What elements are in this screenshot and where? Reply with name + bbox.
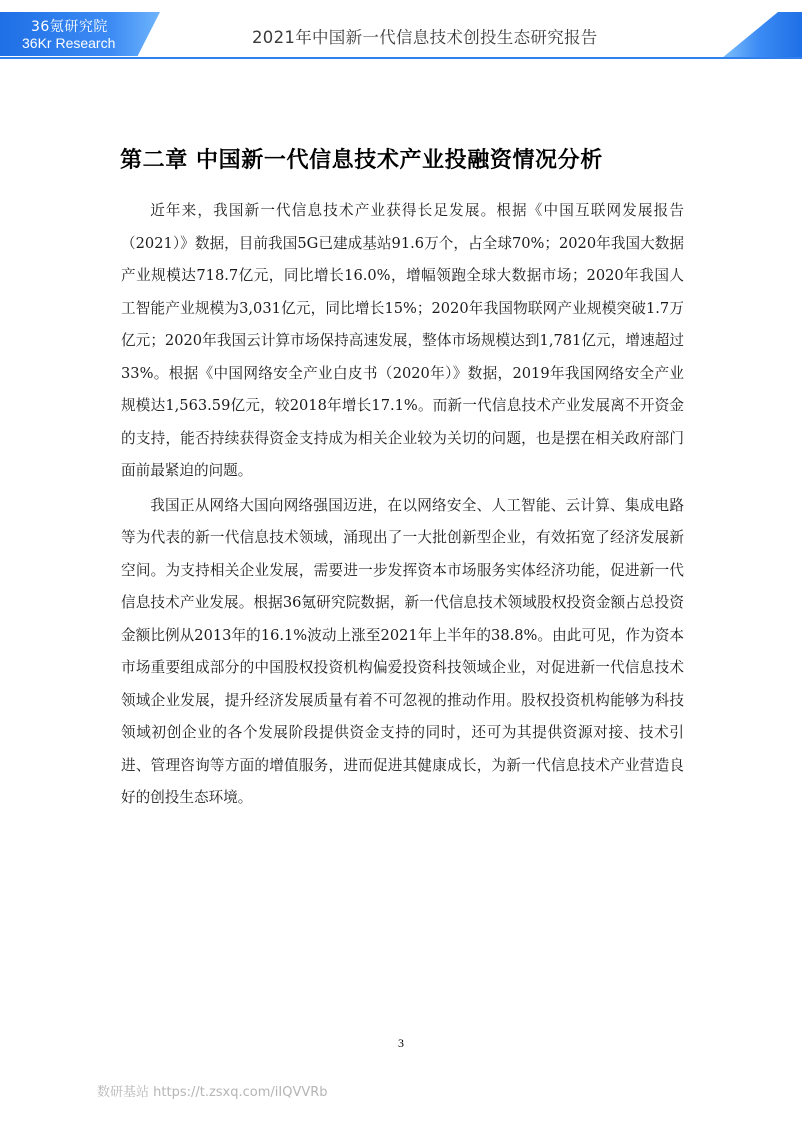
- paragraph-2: 我国正从网络大国向网络强国迈进，在以网络安全、人工智能、云计算、集成电路等为代表的新一代信息技术领域，涌现出了一大批创新型企业，有效拓宽了经济发展新空间。为支持相关企业发展，需要进一步发挥资本市场服务实体经济功能，促进新一代信息技术产业发展。根据36氪研究院数据，新一代信息技术领域股权投资金额占总投资金额比例从2013年的16.1%波动上涨至2021年上半年的38.8%。由此可见，作为资本市场重要组成部分的中国股权投资机构偏爱投资科技领域企业，对促进新一代信息技术领域企业发展，提升经济发展质量有着不可忽视的推动作用。股权投资机构能够为科技领域初创企业的各个发展阶段提供资金支持的同时，还可为其提供资源对接、技术引进、管理咨询等方面的增值服务，进而促进其健康成长，为新一代信息技术产业营造良好的创投生态环境。: [121, 496, 684, 806]
- header-divider: [0, 57, 802, 59]
- chapter-title: 第二章 中国新一代信息技术产业投融资情况分析: [120, 147, 603, 173]
- brand-name-cn: 36氪研究院: [31, 19, 108, 35]
- watermark: 数研基站 https://t.zsxq.com/iIQVVRb: [97, 1085, 328, 1100]
- report-title: 2021年中国新一代信息技术创投生态研究报告: [252, 28, 598, 47]
- header-corner-decoration: [722, 12, 802, 58]
- page-header: [0, 0, 802, 58]
- body-content: [121, 195, 684, 815]
- page-number: 3: [398, 1036, 404, 1050]
- paragraph-1: 近年来，我国新一代信息技术产业获得长足发展。根据《中国互联网发展报告（2021）》数据，目前我国5G已建成基站91.6万个，占全球70%；2020年我国大数据产业规模达718.7亿元，同比增长16.0%，增幅领跑全球大数据市场；2020年我国人工智能产业规模为3,031亿元，同比增长15%；2020年我国物联网产业规模突破1.7万亿元；2020年我国云计算市场保持高速发展，整体市场规模达到1,781亿元，增速超过33%。根据《中国网络安全产业白皮书（2020年）》数据，2019年我国网络安全产业规模达1,563.59亿元，较2018年增长17.1%。而新一代信息技术产业发展离不开资金的支持，能否持续获得资金支持成为相关企业较为关切的问题，也是摆在相关政府部门面前最紧迫的问题。: [121, 202, 684, 479]
- brand-name-en: 36Kr Research: [22, 35, 116, 51]
